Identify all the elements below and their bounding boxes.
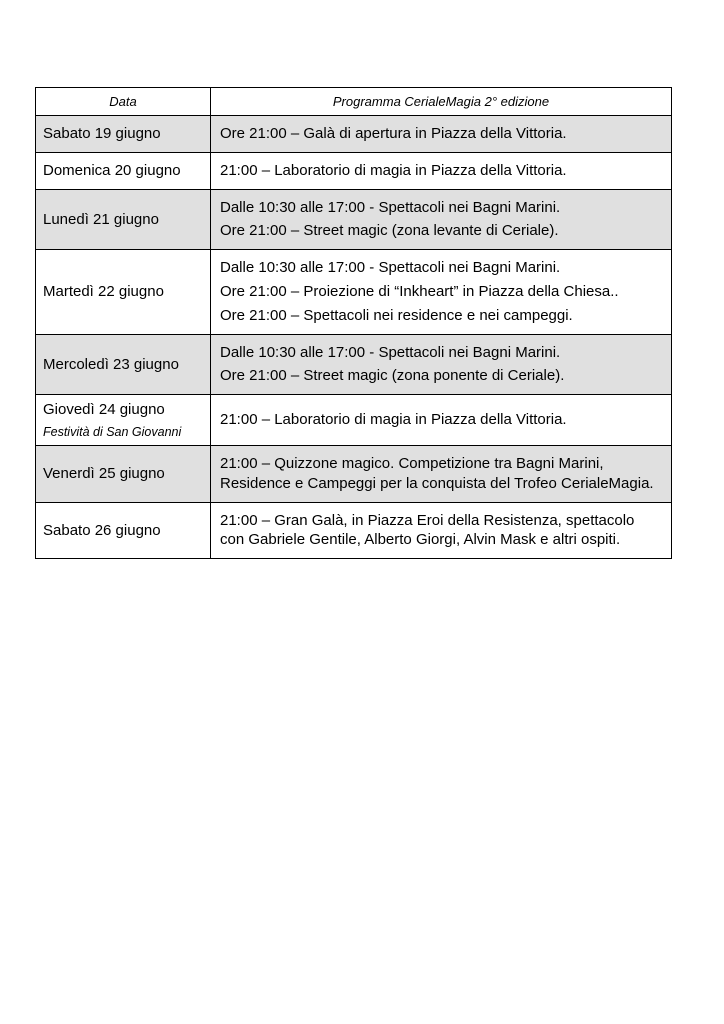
- table-header-row: [36, 88, 672, 116]
- program-line: 21:00 – Laboratorio di magia in Piazza della Vittoria.: [220, 161, 567, 179]
- program-cell: [211, 250, 672, 334]
- program-line: Dalle 10:30 alle 17:00 - Spettacoli nei Bagni Marini.: [220, 198, 561, 216]
- header-cell-data: Data: [36, 88, 211, 116]
- table-row: [36, 152, 672, 189]
- date-cell: [36, 152, 211, 189]
- program-line: 21:00 – Quizzone magico. Competizione tra Bagni Marini, Residence e Campeggi per la conquista del Trofeo CerialeMagia.: [220, 454, 654, 492]
- date-text: Giovedì 24 giugno: [43, 401, 165, 419]
- table-row: [36, 116, 672, 153]
- program-line: Ore 21:00 – Proiezione di “Inkheart” in Piazza della Chiesa..: [220, 282, 619, 300]
- date-cell: [36, 445, 211, 502]
- program-line: Dalle 10:30 alle 17:00 - Spettacoli nei Bagni Marini.: [220, 259, 561, 277]
- date-text: Sabato 19 giugno: [43, 125, 161, 143]
- program-line: 21:00 – Laboratorio di magia in Piazza della Vittoria.: [220, 411, 567, 429]
- table-row: [36, 502, 672, 559]
- date-cell: [36, 334, 211, 395]
- program-line: Dalle 10:30 alle 17:00 - Spettacoli nei Bagni Marini.: [220, 343, 561, 361]
- program-line: Ore 21:00 – Street magic (zona levante di Ceriale).: [220, 222, 559, 240]
- date-cell: [36, 502, 211, 559]
- program-cell: [211, 189, 672, 250]
- schedule-table: [35, 87, 672, 559]
- program-cell: [211, 395, 672, 446]
- table-row: [36, 445, 672, 502]
- date-text: Mercoledì 23 giugno: [43, 355, 179, 373]
- date-text: Venerdì 25 giugno: [43, 464, 165, 482]
- date-cell: [36, 189, 211, 250]
- program-line: Ore 21:00 – Spettacoli nei residence e nei campeggi.: [220, 306, 573, 324]
- program-cell: [211, 502, 672, 559]
- date-text: Domenica 20 giugno: [43, 161, 181, 179]
- table-row: [36, 395, 672, 446]
- program-line: Ore 21:00 – Galà di apertura in Piazza della Vittoria.: [220, 125, 567, 142]
- date-cell: [36, 395, 211, 446]
- table-row: [36, 334, 672, 395]
- date-text: Sabato 26 giugno: [43, 521, 161, 539]
- date-cell: [36, 116, 211, 153]
- schedule-table-container: [35, 87, 672, 559]
- table-row: [36, 250, 672, 334]
- date-text: Lunedì 21 giugno: [43, 210, 159, 228]
- date-cell: [36, 250, 211, 334]
- program-cell: [211, 116, 672, 153]
- table-row: [36, 189, 672, 250]
- date-text: Martedì 22 giugno: [43, 283, 164, 301]
- program-line: 21:00 – Gran Galà, in Piazza Eroi della Resistenza, spettacolo con Gabriele Gentile, Alberto Giorgi, Alvin Mask e altri ospiti.: [220, 511, 635, 549]
- program-cell: [211, 334, 672, 395]
- program-line: Ore 21:00 – Street magic (zona ponente di Ceriale).: [220, 367, 565, 385]
- program-cell: [211, 445, 672, 502]
- date-note: Festività di San Giovanni: [43, 424, 182, 439]
- program-cell: [211, 152, 672, 189]
- table-body: [36, 116, 672, 559]
- header-cell-program: Programma CerialeMagia 2° edizione: [211, 88, 672, 116]
